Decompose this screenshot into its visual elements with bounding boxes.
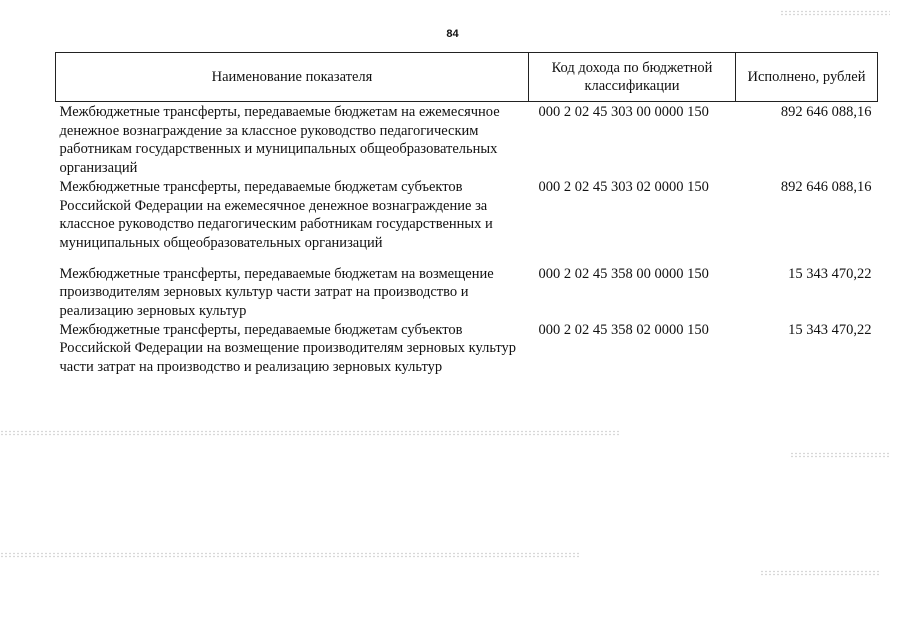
table-row xyxy=(56,321,878,377)
indicator-name: Межбюджетные трансферты, передаваемые бюджетам субъектов Российской Федерации на ежемесячное денежное вознаграждение за классное руководство педагогическим работникам государственных и муниципальных общеобразовательных организаций xyxy=(59,178,493,251)
scan-noise xyxy=(0,430,620,436)
scan-noise xyxy=(780,10,890,16)
executed-amount: 892 646 088,16 xyxy=(780,178,872,195)
executed-amount: 15 343 470,22 xyxy=(788,265,872,282)
budget-table xyxy=(55,52,878,377)
page-number: 84 xyxy=(446,28,459,40)
indicator-name: Межбюджетные трансферты, передаваемые бюджетам на возмещение производителям зерновых культур части затрат на производство и реализацию зерновых культур xyxy=(59,265,494,320)
header-income-code: Код дохода по бюджетной классификации xyxy=(529,53,736,102)
income-code: 000 2 02 45 303 02 0000 150 xyxy=(538,178,709,195)
header-executed-amount: Исполнено, рублей xyxy=(736,53,878,102)
income-code: 000 2 02 45 358 02 0000 150 xyxy=(538,321,709,338)
table-row xyxy=(56,102,878,178)
table-row xyxy=(56,178,878,265)
table-row xyxy=(56,265,878,321)
indicator-name: Межбюджетные трансферты, передаваемые бюджетам на ежемесячное денежное вознаграждение за классное руководство педагогическим работникам государственных и муниципальных общеобразовательных организаций xyxy=(59,104,500,177)
income-code: 000 2 02 45 303 00 0000 150 xyxy=(538,104,709,120)
scan-noise xyxy=(0,552,580,558)
executed-amount: 892 646 088,16 xyxy=(780,104,872,120)
table-header-row xyxy=(56,53,878,102)
scan-noise xyxy=(760,570,880,576)
indicator-name: Межбюджетные трансферты, передаваемые бюджетам субъектов Российской Федерации на возмещение производителям зерновых культур части затрат на производство и реализацию зерновых культур xyxy=(59,321,517,376)
income-code: 000 2 02 45 358 00 0000 150 xyxy=(538,265,709,282)
header-indicator-name: Наименование показателя xyxy=(56,53,529,102)
scan-noise xyxy=(790,452,890,458)
executed-amount: 15 343 470,22 xyxy=(788,321,872,338)
